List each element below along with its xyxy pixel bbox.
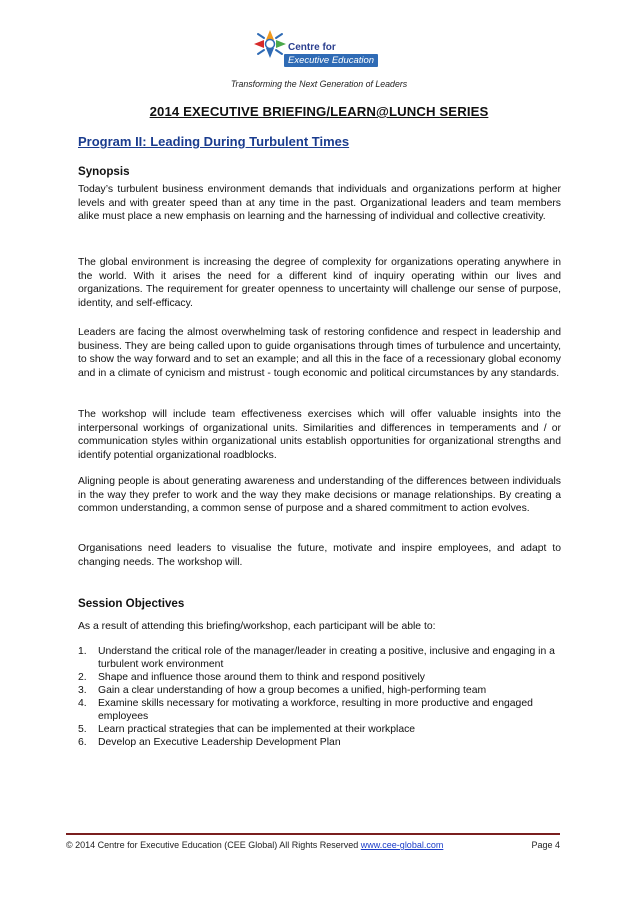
item-text: Examine skills necessary for motivating a workforce, resulting in more productive and engaged employees xyxy=(98,698,533,722)
paragraph: The global environment is increasing the degree of complexity for organizations operating anywhere in the world. With it arises the need for a different kind of inquiry operating within our lives and organizations. The requirement for greater openness to uncertainty will challenge our sense of purpose, identity, and self-efficacy. xyxy=(78,257,561,309)
item-number: 4. xyxy=(78,698,87,709)
synopsis-paragraph-2 xyxy=(78,256,561,310)
item-text: Gain a clear understanding of how a group becomes a unified, high-performing team xyxy=(98,685,487,696)
paragraph: The workshop will include team effectiveness exercises which will offer valuable insights into the interpersonal workings of organizational units. Similarities and differences in temperaments and / or communication styles within organizational units establish opportunities for organizational strengths and identify potential organizational roadblocks. xyxy=(78,409,561,461)
list-item xyxy=(78,671,561,684)
objectives-intro xyxy=(78,620,561,634)
logo-mark-icon xyxy=(254,28,288,66)
item-text: Learn practical strategies that can be implemented at their workplace xyxy=(98,724,416,735)
synopsis-section xyxy=(78,165,561,178)
list-item xyxy=(78,684,561,697)
item-number: 5. xyxy=(78,724,87,735)
list-item xyxy=(78,723,561,736)
item-text: Develop an Executive Leadership Development Plan xyxy=(98,737,341,748)
synopsis-paragraph-4 xyxy=(78,408,561,462)
objectives-heading: Session Objectives xyxy=(78,597,185,610)
paragraph: Organisations need leaders to visualise the future, motivate and inspire employees, and adapt to changing needs. The workshop will. xyxy=(78,543,561,568)
synopsis-heading: Synopsis xyxy=(78,165,130,178)
footer-divider xyxy=(66,833,560,835)
tagline: Transforming the Next Generation of Leaders xyxy=(230,79,408,89)
objectives-list xyxy=(78,645,561,749)
objectives-section xyxy=(78,597,561,610)
item-number: 2. xyxy=(78,672,87,683)
website-link[interactable]: www.cee-global.com xyxy=(360,840,444,850)
item-text: Understand the critical role of the manager/leader in creating a positive, inclusive and engaging in a turbulent work environment xyxy=(98,646,555,670)
list-item xyxy=(78,697,561,723)
series-title: 2014 EXECUTIVE BRIEFING/LEARN@LUNCH SERIES xyxy=(149,104,489,119)
page-footer xyxy=(66,840,560,850)
copyright-text: © 2014 Centre for Executive Education (CEE Global) All Rights Reserved xyxy=(66,840,359,850)
page-number: Page 4 xyxy=(531,840,560,850)
item-number: 6. xyxy=(78,737,87,748)
synopsis-paragraph-3 xyxy=(78,326,561,380)
paragraph: Leaders are facing the almost overwhelming task of restoring confidence and respect in leadership and business. They are being called upon to guide organisations through times of turbulence and uncertainty, to show the way forward and to set an example; and all this in the face of a recessionary global economy and in a climate of cynicism and mistrust - tough economic and political circumstances by any standards. xyxy=(78,327,561,379)
list-item xyxy=(78,736,561,749)
paragraph: As a result of attending this briefing/workshop, each participant will be able to: xyxy=(78,621,436,632)
program-title: Program II: Leading During Turbulent Times xyxy=(78,134,350,149)
list-item xyxy=(78,645,561,671)
paragraph: Aligning people is about generating awareness and understanding of the differences between individuals in the way they prefer to work and the way they make decisions or manage relationships. By creating a common understanding, a common sense of purpose and a shared commitment to action evolves. xyxy=(78,476,561,515)
item-number: 1. xyxy=(78,646,87,657)
logo-text-line1: Centre for xyxy=(288,42,336,53)
paragraph: Today’s turbulent business environment demands that individuals and organizations perform at higher levels and with greater speed than at any time in the past. Organizational leaders and team members alike must place a new emphasis on learning and the harnessing of individual and collective creativity. xyxy=(78,184,561,223)
logo-text-line2: Executive Education xyxy=(284,54,378,67)
cee-logo xyxy=(254,28,384,72)
item-text: Shape and influence those around them to think and respond positively xyxy=(98,672,425,683)
item-number: 3. xyxy=(78,685,87,696)
synopsis-paragraph-5 xyxy=(78,475,561,516)
synopsis-paragraph-1 xyxy=(78,183,561,224)
synopsis-paragraph-6 xyxy=(78,542,561,569)
